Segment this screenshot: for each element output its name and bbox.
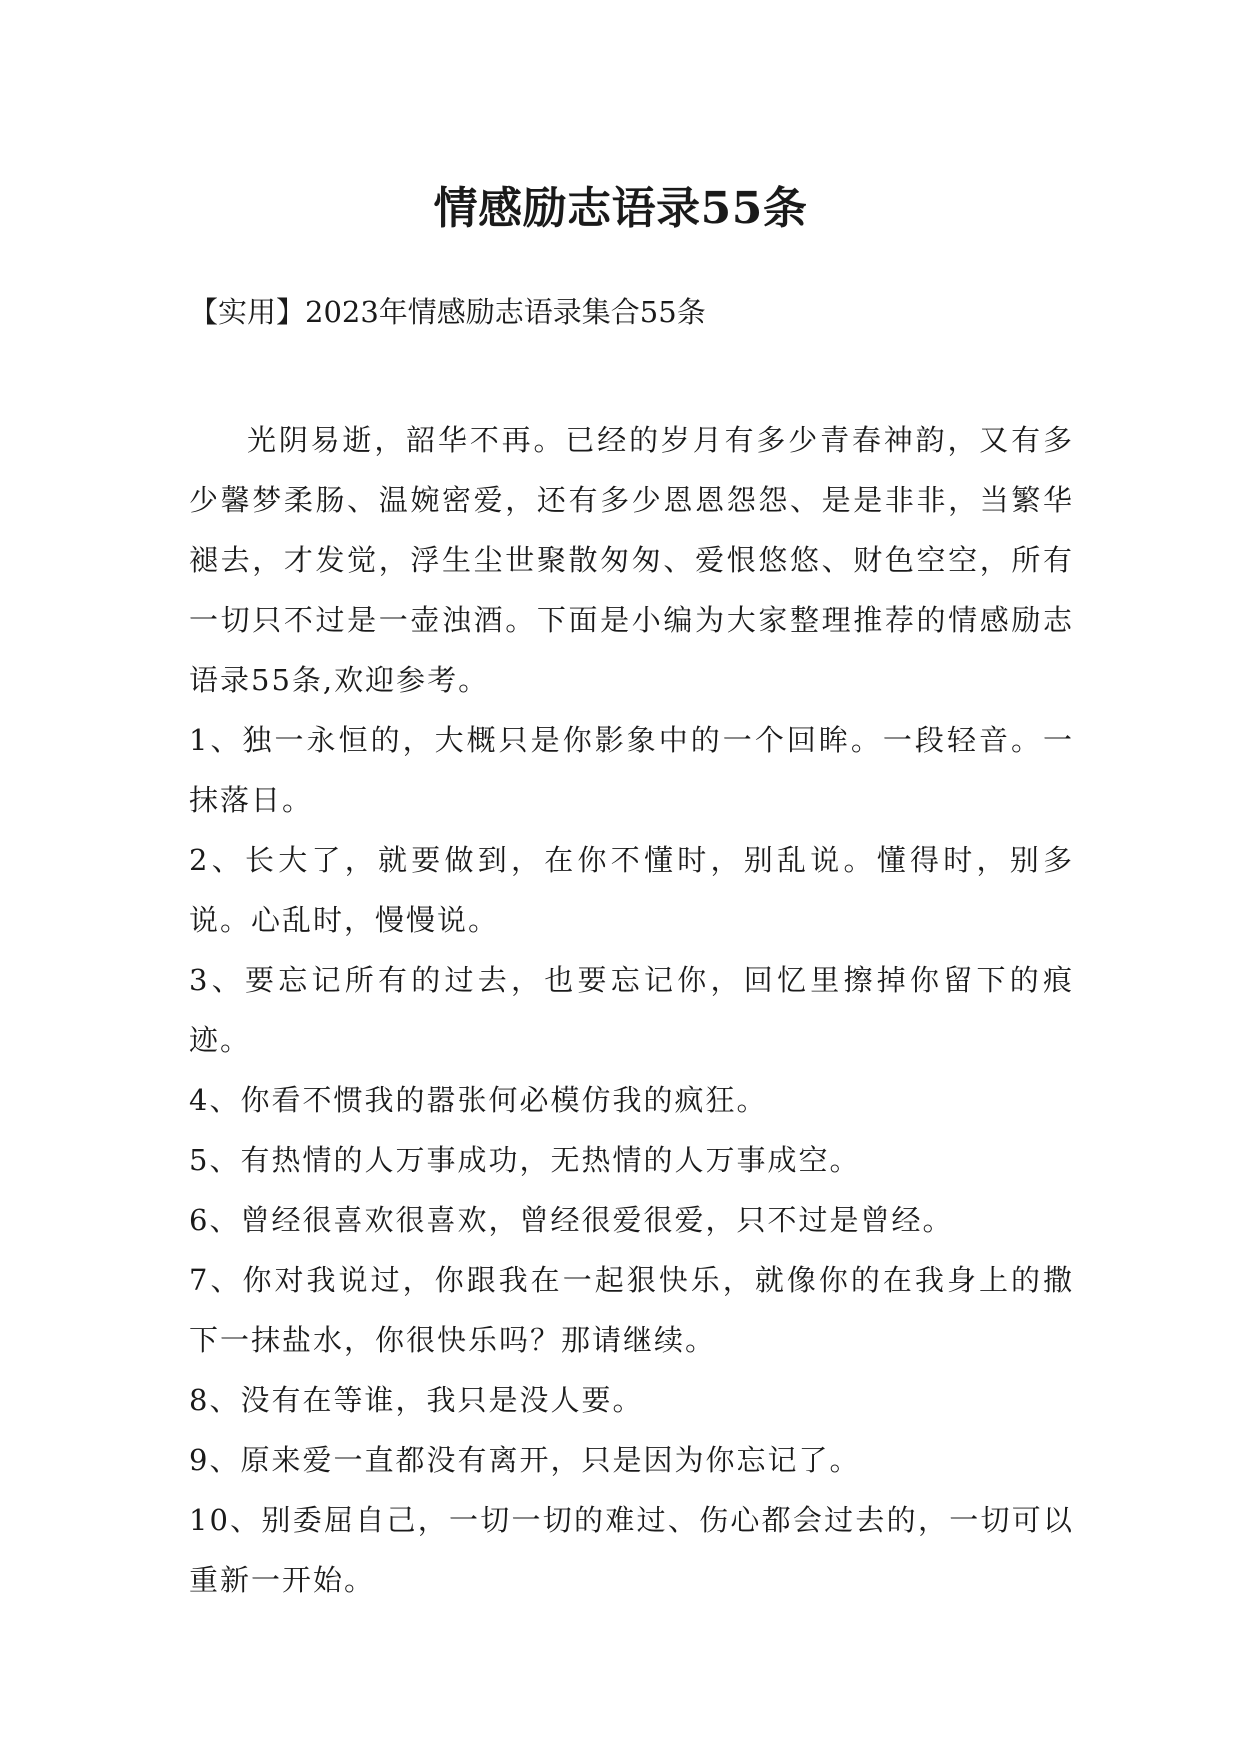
quote-item-7: 7、你对我说过，你跟我在一起狠快乐，就像你的在我身上的撒下一抹盐水，你很快乐吗？那请继续。 [189,1263,1074,1357]
quote-item-3: 3、要忘记所有的过去，也要忘记你，回忆里擦掉你留下的痕迹。 [189,963,1074,1057]
quote-item-5: 5、有热情的人万事成功，无热情的人万事成空。 [189,1143,861,1177]
quote-list [189,710,1074,1610]
document-subtitle: 【实用】2023年情感励志语录集合55条 [189,295,706,329]
intro-paragraph: 光阴易逝，韶华不再。已经的岁月有多少青春神韵，又有多少馨梦柔肠、温婉密爱，还有多少恩恩怨怨、是是非非，当繁华褪去，才发觉，浮生尘世聚散匆匆、爱恨悠悠、财色空空，所有一切只不过是一壶浊酒。下面是小编为大家整理推荐的情感励志语录55条,欢迎参考。 [189,423,1074,697]
quote-item-4: 4、你看不惯我的嚣张何必模仿我的疯狂。 [189,1083,768,1117]
quote-item-1: 1、独一永恒的，大概只是你影象中的一个回眸。一段轻音。一抹落日。 [189,723,1074,817]
quote-item-8: 8、没有在等谁，我只是没人要。 [189,1383,644,1417]
document-body [189,410,1074,1610]
quote-item-10: 10、别委屈自己，一切一切的难过、伤心都会过去的，一切可以重新一开始。 [189,1503,1074,1597]
quote-item-6: 6、曾经很喜欢很喜欢，曾经很爱很爱，只不过是曾经。 [189,1203,954,1237]
quote-item-9: 9、原来爱一直都没有离开，只是因为你忘记了。 [189,1443,861,1477]
quote-item-2: 2、长大了，就要做到，在你不懂时，别乱说。懂得时，别多说。心乱时，慢慢说。 [189,843,1074,937]
page-title: 情感励志语录55条 [433,183,808,235]
